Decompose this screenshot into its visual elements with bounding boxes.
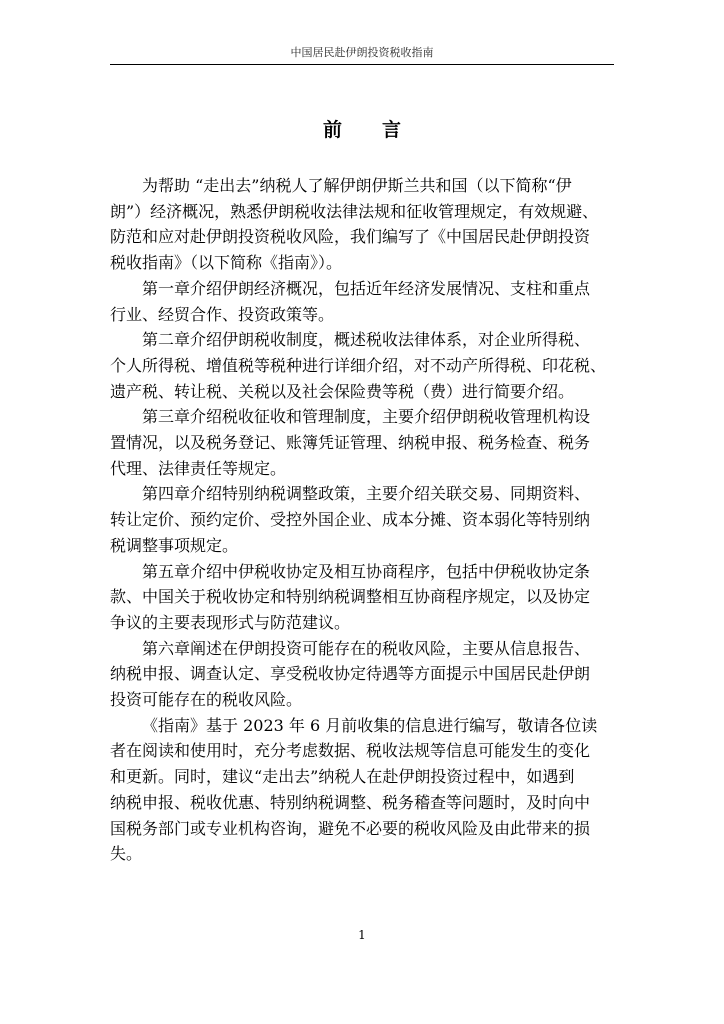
text-line: 者在阅读和使用时，充分考虑数据、税收法规等信息可能发生的变化	[110, 741, 591, 761]
paragraph-chapter-1	[110, 276, 620, 327]
page-title: 前言	[322, 119, 441, 141]
text-line: 款、中国关于税收协定和特别纳税调整相互协商程序规定，以及协定	[110, 587, 591, 607]
text-line: 投资可能存在的税收风险。	[110, 690, 303, 710]
text-line: 失。	[110, 844, 143, 864]
text-line: 第四章介绍特别纳税调整政策，主要介绍关联交易、同期资料、	[142, 484, 591, 504]
paragraph-closing	[110, 713, 620, 867]
text-line: 和更新。同时，建议“走出去”纳税人在赴伊朗投资过程中，如遇到	[110, 767, 575, 787]
text-line: 个人所得税、增值税等税种进行详细介绍，对不动产所得税、印花税、	[110, 355, 607, 375]
header-rule	[110, 64, 614, 65]
text-line: 第六章阐述在伊朗投资可能存在的税收风险，主要从信息报告、	[142, 638, 591, 658]
text-line: 税调整事项规定。	[110, 535, 239, 555]
text-line: 《指南》基于 2023 年 6 月前收集的信息进行编写，敬请各位读	[142, 715, 598, 735]
text-line: 第一章介绍伊朗经济概况，包括近年经济发展情况、支柱和重点	[142, 278, 591, 298]
text-line: 第三章介绍税收征收和管理制度，主要介绍伊朗税收管理机构设	[142, 407, 591, 427]
text-line: 行业、经贸合作、投资政策等。	[110, 304, 335, 324]
page-number: 1	[358, 928, 366, 942]
text-line: 防范和应对赴伊朗投资税收风险，我们编写了《中国居民赴伊朗投资	[110, 227, 591, 247]
text-line: 朗”）经济概况，熟悉伊朗税收法律法规和征收管理规定，有效规避、	[110, 201, 599, 221]
text-line: 纳税申报、税收优惠、特别纳税调整、税务稽查等问题时，及时向中	[110, 792, 591, 812]
text-line: 置情况，以及税务登记、账簿凭证管理、纳税申报、税务检查、税务	[110, 433, 591, 453]
text-line: 代理、法律责任等规定。	[110, 458, 287, 478]
body-text	[110, 173, 620, 867]
paragraph-intro	[110, 173, 620, 276]
text-line: 遗产税、转让税、关税以及社会保险费等税（费）进行简要介绍。	[110, 381, 575, 401]
text-line: 第二章介绍伊朗税收制度，概述税收法律体系，对企业所得税、	[142, 330, 591, 350]
text-line: 争议的主要表现形式与防范建议。	[110, 612, 351, 632]
paragraph-chapter-3	[110, 404, 620, 481]
paragraph-chapter-5	[110, 559, 620, 636]
running-header: 中国居民赴伊朗投资税收指南	[290, 46, 434, 59]
paragraph-chapter-6	[110, 636, 620, 713]
paragraph-chapter-2	[110, 327, 620, 404]
text-line: 为帮助 “走出去”纳税人了解伊朗伊斯兰共和国（以下简称“伊	[142, 176, 572, 195]
text-line: 转让定价、预约定价、受控外国企业、成本分摊、资本弱化等特别纳	[110, 510, 591, 530]
text-line: 第五章介绍中伊税收协定及相互协商程序，包括中伊税收协定条	[142, 561, 591, 581]
paragraph-chapter-4	[110, 481, 620, 558]
text-line: 国税务部门或专业机构咨询，避免不必要的税收风险及由此带来的损	[110, 818, 591, 838]
text-line: 税收指南》（以下简称《指南》）。	[110, 253, 343, 273]
text-line: 纳税申报、调查认定、享受税收协定待遇等方面提示中国居民赴伊朗	[110, 664, 591, 684]
